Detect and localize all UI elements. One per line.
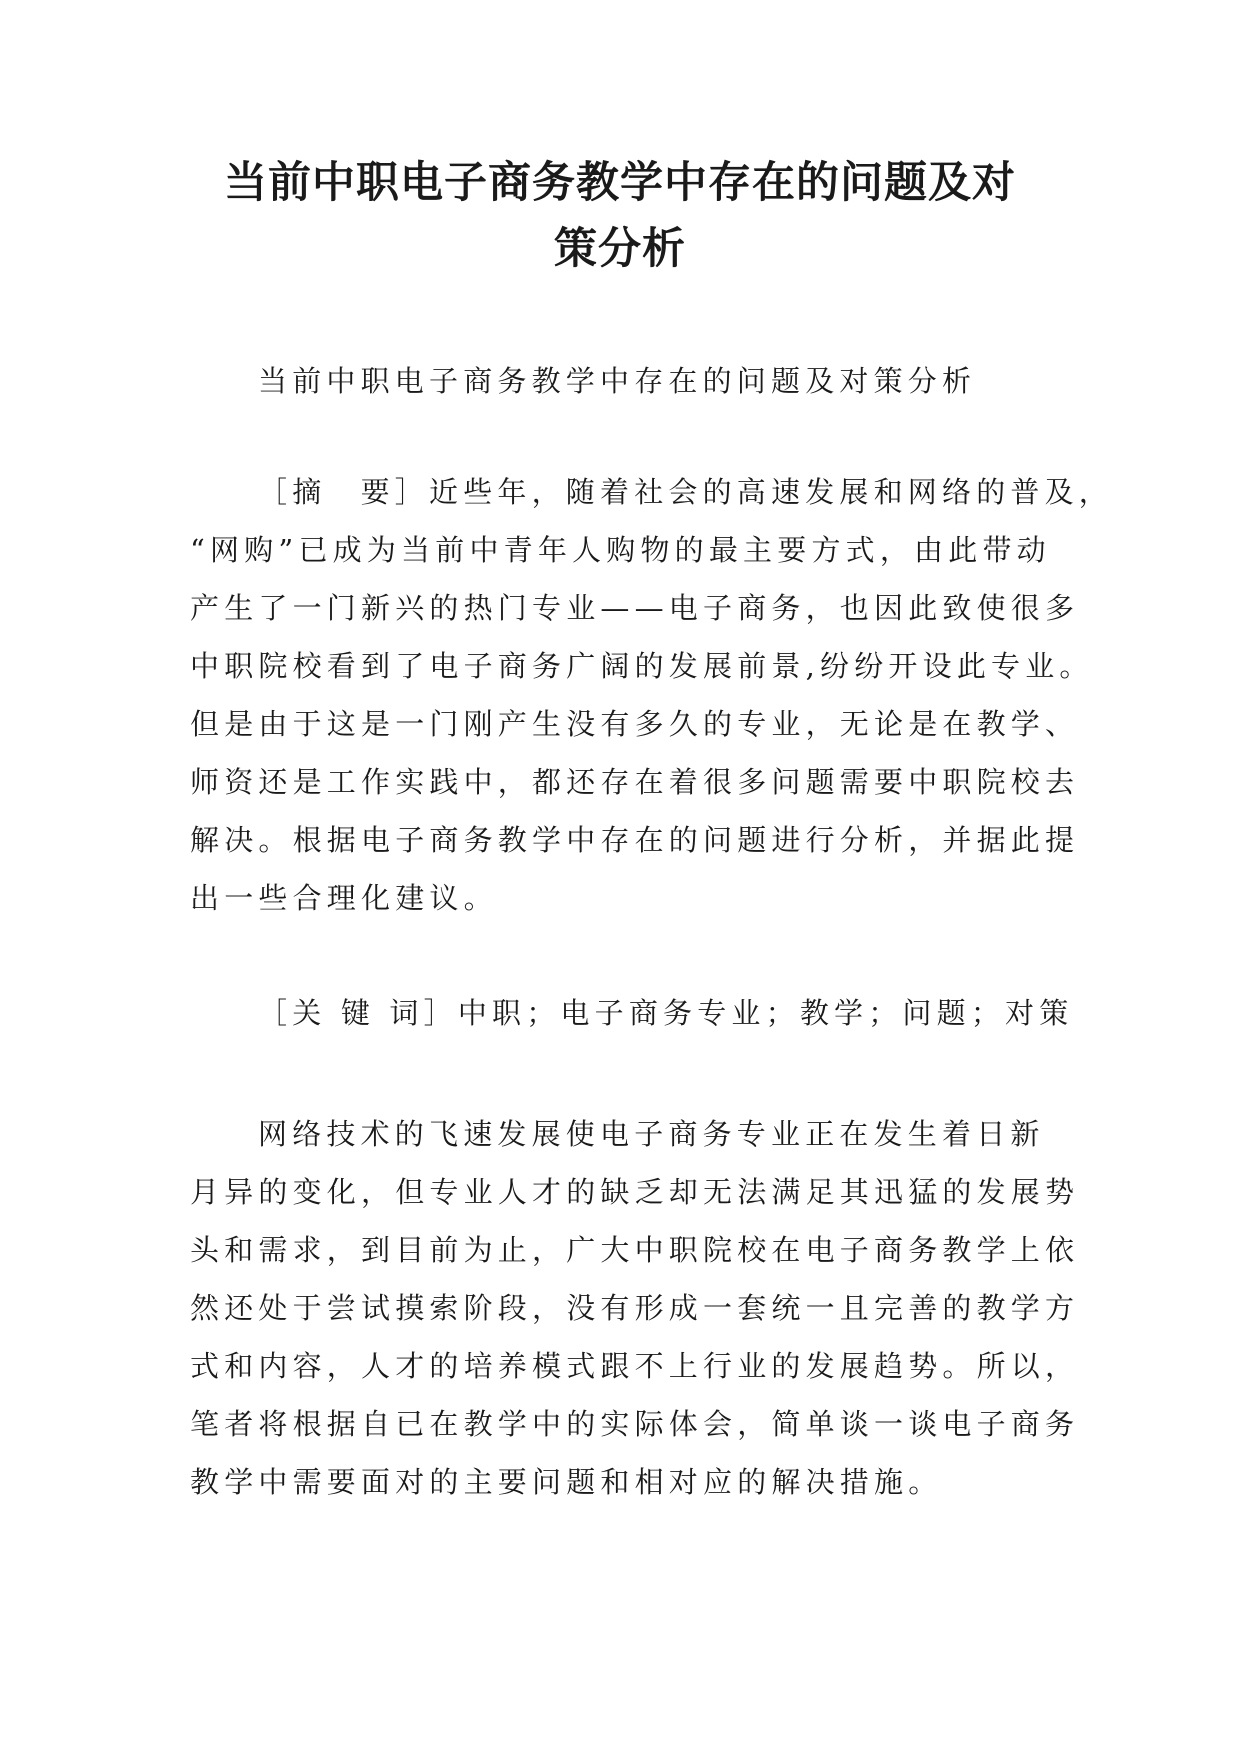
intro-line: 头和需求，到目前为止，广大中职院校在电子商务教学上依 [190, 1233, 1080, 1267]
intro-line: 然还处于尝试摸索阶段，没有形成一套统一且完善的教学方 [190, 1291, 1080, 1325]
abstract-line: 出一些合理化建议。 [190, 881, 498, 915]
abstract-line: 产生了一门新兴的热门专业——电子商务，也因此致使很多 [190, 591, 1080, 625]
abstract-line: ［摘 要］近些年，随着社会的高速发展和网络的普及， [258, 475, 1114, 509]
intro-line: 式和内容，人才的培养模式跟不上行业的发展趋势。所以， [190, 1349, 1080, 1383]
intro-line: 教学中需要面对的主要问题和相对应的解决措施。 [190, 1465, 943, 1499]
intro-paragraph [190, 1105, 1080, 1511]
intro-line: 网络技术的飞速发展使电子商务专业正在发生着日新 [258, 1117, 1045, 1151]
abstract-line: 解决。根据电子商务教学中存在的问题进行分析，并据此提 [190, 823, 1080, 857]
document-title [190, 150, 1050, 282]
subtitle [190, 352, 1148, 410]
abstract-paragraph [190, 463, 1114, 927]
intro-line: 笔者将根据自已在教学中的实际体会，简单谈一谈电子商务 [190, 1407, 1080, 1441]
keywords-paragraph [190, 984, 1148, 1042]
abstract-line: 但是由于这是一门刚产生没有多久的专业，无论是在教学、 [190, 707, 1080, 741]
subtitle-text: 当前中职电子商务教学中存在的问题及对策分析 [258, 364, 977, 398]
abstract-line: 中职院校看到了电子商务广阔的发展前景,纷纷开设此专业。 [190, 649, 1094, 683]
keywords-text: ［关 键 词］中职；电子商务专业；教学；问题；对策 [258, 996, 1074, 1030]
intro-line: 月异的变化，但专业人才的缺乏却无法满足其迅猛的发展势 [190, 1175, 1080, 1209]
abstract-line: “网购”已成为当前中青年人购物的最主要方式，由此带动 [190, 533, 1051, 567]
abstract-line: 师资还是工作实践中，都还存在着很多问题需要中职院校去 [190, 765, 1080, 799]
title-line-1: 当前中职电子商务教学中存在的问题及对 [224, 158, 1016, 208]
title-line-2: 策分析 [554, 224, 686, 274]
